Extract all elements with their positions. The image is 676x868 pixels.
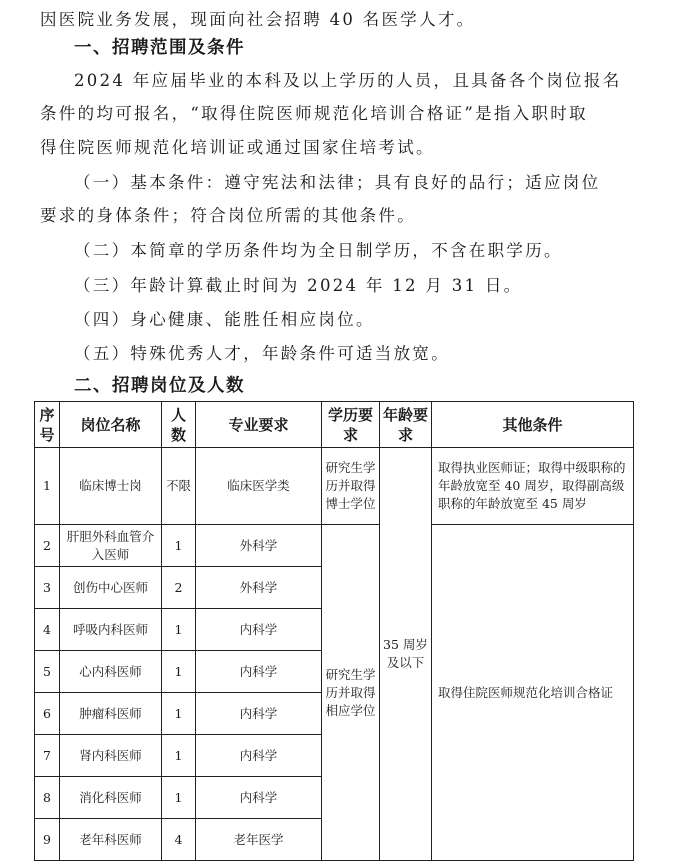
header-count: 人数: [162, 402, 196, 448]
table-row: [35, 525, 634, 567]
cell-major: 外科学: [196, 567, 322, 609]
cell-count: 1: [162, 777, 196, 819]
cell-count: 1: [162, 693, 196, 735]
cell-education-doctor: 研究生学历并取得博士学位: [322, 448, 380, 525]
cell-count: 2: [162, 567, 196, 609]
cell-seq: 8: [35, 777, 60, 819]
cell-position: 呼吸内科医师: [60, 609, 162, 651]
paragraph-line: 得住院医师规范化培训证或通过国家住培考试。: [40, 138, 435, 157]
header-other: 其他条件: [432, 402, 634, 448]
cell-major: 外科学: [196, 525, 322, 567]
intro-line: 因医院业务发展，现面向社会招聘 40 名医学人才。: [40, 10, 476, 29]
recruitment-table: [34, 401, 634, 861]
cell-count: 4: [162, 819, 196, 861]
cell-age: 35 周岁及以下: [380, 448, 432, 861]
cell-position: 肿瘤科医师: [60, 693, 162, 735]
cell-seq: 7: [35, 735, 60, 777]
header-age: 年龄要求: [380, 402, 432, 448]
cell-education-other: 研究生学历并取得相应学位: [322, 525, 380, 861]
cell-seq: 6: [35, 693, 60, 735]
table-row: [35, 448, 634, 525]
cell-position: 肾内科医师: [60, 735, 162, 777]
section-heading-2: 二、招聘岗位及人数: [74, 376, 245, 396]
cell-count: 1: [162, 609, 196, 651]
cell-position: 临床博士岗: [60, 448, 162, 525]
cell-major: 内科学: [196, 735, 322, 777]
cell-major: 内科学: [196, 693, 322, 735]
cell-position: 消化科医师: [60, 777, 162, 819]
cell-seq: 1: [35, 448, 60, 525]
cell-count: 1: [162, 735, 196, 777]
cell-seq: 9: [35, 819, 60, 861]
cell-position: 肝胆外科血管介入医师: [60, 525, 162, 567]
cell-count: 1: [162, 525, 196, 567]
cell-position: 创伤中心医师: [60, 567, 162, 609]
paragraph-line: 2024 年应届毕业的本科及以上学历的人员，且具备各个岗位报名: [74, 71, 622, 90]
condition-line: （五）特殊优秀人才，年龄条件可适当放宽。: [74, 344, 450, 363]
section-heading-1: 一、招聘范围及条件: [74, 38, 245, 58]
cell-other-rest: 取得住院医师规范化培训合格证: [432, 525, 634, 861]
cell-major: 临床医学类: [196, 448, 322, 525]
header-education: 学历要求: [322, 402, 380, 448]
cell-major: 内科学: [196, 609, 322, 651]
condition-line: （一）基本条件：遵守宪法和法律；具有良好的品行；适应岗位: [74, 173, 601, 192]
condition-line: （四）身心健康、能胜任相应岗位。: [74, 310, 375, 329]
cell-count: 1: [162, 651, 196, 693]
cell-seq: 2: [35, 525, 60, 567]
paragraph-line: 条件的均可报名，“取得住院医师规范化培训合格证”是指入职时取: [40, 104, 588, 123]
header-position: 岗位名称: [60, 402, 162, 448]
header-seq: 序号: [35, 402, 60, 448]
condition-line: 要求的身体条件；符合岗位所需的其他条件。: [40, 206, 416, 225]
cell-position: 老年科医师: [60, 819, 162, 861]
condition-line: （三）年龄计算截止时间为 2024 年 12 月 31 日。: [74, 276, 523, 295]
cell-major: 老年医学: [196, 819, 322, 861]
cell-major: 内科学: [196, 651, 322, 693]
cell-other-doctor: 取得执业医师证；取得中级职称的年龄放宽至 40 周岁，取得副高级职称的年龄放宽至 45 周岁: [432, 448, 634, 525]
cell-seq: 3: [35, 567, 60, 609]
cell-major: 内科学: [196, 777, 322, 819]
cell-seq: 4: [35, 609, 60, 651]
cell-count: 不限: [162, 448, 196, 525]
header-major: 专业要求: [196, 402, 322, 448]
cell-position: 心内科医师: [60, 651, 162, 693]
condition-line: （二）本简章的学历条件均为全日制学历，不含在职学历。: [74, 241, 563, 260]
table-header-row: [35, 402, 634, 448]
cell-seq: 5: [35, 651, 60, 693]
